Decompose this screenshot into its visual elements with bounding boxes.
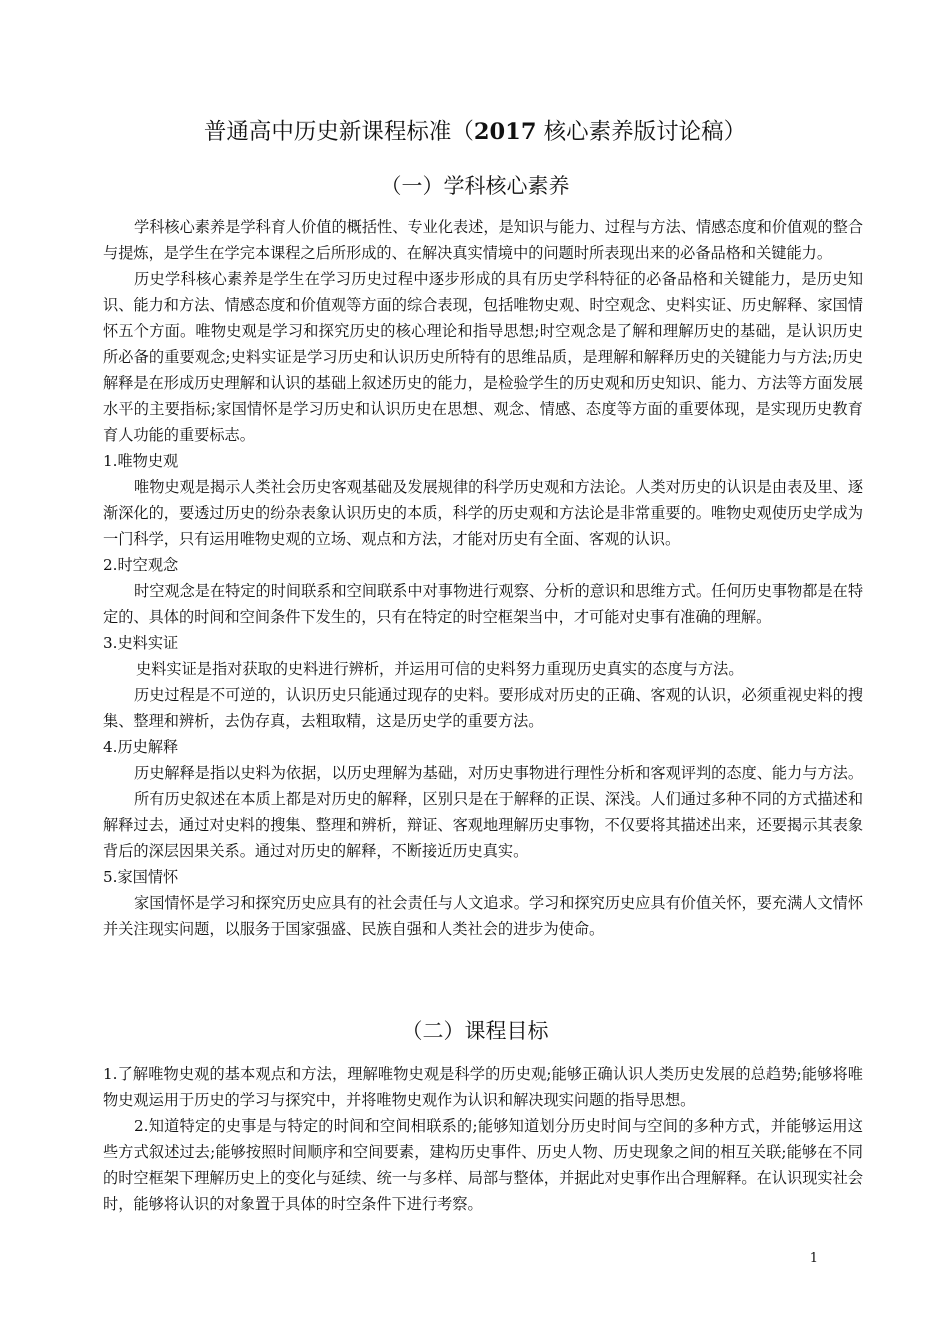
intro-paragraph: 学科核心素养是学科育人价值的概括性、专业化表述，是知识与能力、过程与方法、情感态度和价值观的整合与提炼，是学生在学完本课程之后所形成的、在解决真实情境中的问题时所表现出来的必备品格和关键能力。 [103,218,863,262]
document-title [0,116,950,148]
item-heading-time-space: 2.时空观念 [103,556,179,574]
section-core-literacy-body [103,214,863,942]
item-paragraph: 时空观念是在特定的时间联系和空间联系中对事物进行观察、分析的意识和思维方式。任何历史事物都是在特定的、具体的时间和空间条件下发生的，只有在特定的时空框架当中，才可能对史事有准确的理解。 [103,582,863,626]
intro-paragraph: 历史学科核心素养是学生在学习历史过程中逐步形成的具有历史学科特征的必备品格和关键能力，是历史知识、能力和方法、情感态度和价值观等方面的综合表现，包括唯物史观、时空观念、史料实证、历史解释、家国情怀五个方面。唯物史观是学习和探究历史的核心理论和指导思想;时空观念是了解和理解历史的基础，是认识历史所必备的重要观念;史料实证是学习历史和认识历史所特有的思维品质，是理解和解释历史的关键能力与方法;历史解释是在形成历史理解和认识的基础上叙述历史的能力，是检验学生的历史观和历史知识、能力、方法等方面发展水平的主要指标;家国情怀是学习历史和认识历史在思想、观念、情感、态度等方面的重要体现，是实现历史教育育人功能的重要标志。 [103,270,863,444]
section-heading-course-goals: （二）课程目标 [401,1019,549,1043]
section-course-goals-body [103,1061,863,1217]
item-paragraph: 唯物史观是揭示人类社会历史客观基础及发展规律的科学历史观和方法论。人类对历史的认识是由表及里、逐渐深化的，要透过历史的纷杂表象认识历史的本质，科学的历史观和方法论是非常重要的。唯物史观使历史学成为一门科学，只有运用唯物史观的立场、观点和方法，才能对历史有全面、客观的认识。 [103,478,863,548]
section-heading-core-literacy: （一）学科核心素养 [380,174,570,198]
item-heading-interpretation: 4.历史解释 [103,738,179,756]
item-paragraph: 所有历史叙述在本质上都是对历史的解释，区别只是在于解释的正误、深浅。人们通过多种不同的方式描述和解释过去，通过对史料的搜集、整理和辨析，辩证、客观地理解历史事物，不仅要将其描述出来，还要揭示其表象背后的深层因果关系。通过对历史的解释，不断接近历史真实。 [103,790,863,860]
title-year: 2017 [473,119,537,145]
item-paragraph: 历史解释是指以史料为依据，以历史理解为基础，对历史事物进行理性分析和客观评判的态度、能力与方法。 [134,764,863,782]
item-heading-historical-materialism: 1.唯物史观 [103,452,179,470]
title-prefix: 普通高中历史新课程标准（ [203,119,474,145]
item-paragraph: 史料实证是指对获取的史料进行辨析，并运用可信的史料努力重现历史真实的态度与方法。 [136,660,744,678]
goal-paragraph: 2.知道特定的史事是与特定的时间和空间相联系的;能够知道划分历史时间与空间的多种方式，并能够运用这些方式叙述过去;能够按照时间顺序和空间要素，建构历史事件、历史人物、历史现象之间的相互关联;能够在不同的时空框架下理解历史上的变化与延续、统一与多样、局部与整体，并据此对史事作出合理解释。在认识现实社会时，能够将认识的对象置于具体的时空条件下进行考察。 [103,1117,863,1213]
item-paragraph: 家国情怀是学习和探究历史应具有的社会责任与人文追求。学习和探究历史应具有价值关怀，要充满人文情怀并关注现实问题，以服务于国家强盛、民族自强和人类社会的进步为使命。 [103,894,863,938]
title-suffix: 核心素养版讨论稿） [536,119,747,145]
item-paragraph: 历史过程是不可逆的，认识历史只能通过现存的史料。要形成对历史的正确、客观的认识，必须重视史料的搜集、整理和辨析，去伪存真，去粗取精，这是历史学的重要方法。 [103,686,863,730]
item-heading-patriotism: 5.家国情怀 [103,868,179,886]
page-number: 1 [809,1251,818,1266]
goal-paragraph: 1.了解唯物史观的基本观点和方法，理解唯物史观是科学的历史观;能够正确认识人类历史发展的总趋势;能够将唯物史观运用于历史的学习与探究中，并将唯物史观作为认识和解决现实问题的指导思想。 [103,1065,863,1109]
item-heading-evidence: 3.史料实证 [103,634,179,652]
